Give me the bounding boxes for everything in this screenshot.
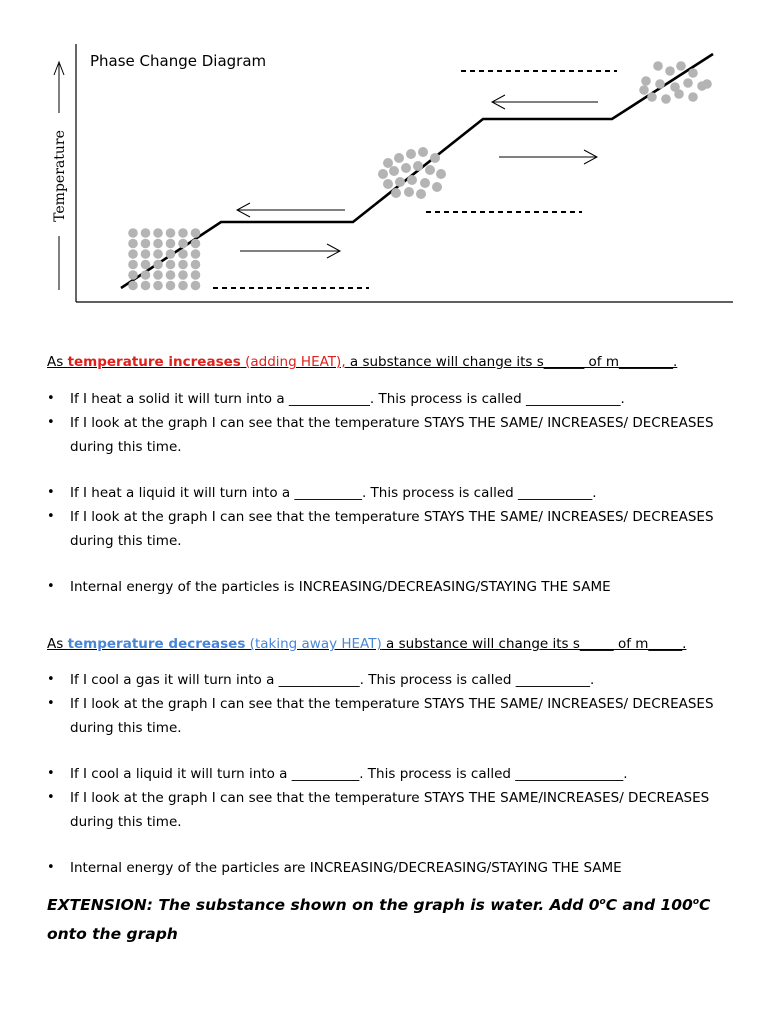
particle <box>639 85 649 95</box>
particle <box>674 89 684 99</box>
particle <box>436 169 446 179</box>
particle <box>416 189 426 199</box>
particle <box>178 270 188 280</box>
particle <box>141 249 151 259</box>
particle <box>166 249 176 259</box>
list-item: • If I look at the graph I can see that the temperature STAYS THE SAME/INCREASES/ DECREASES during this time. <box>47 786 737 834</box>
particle <box>378 169 388 179</box>
particle <box>420 178 430 188</box>
particle <box>688 92 698 102</box>
arrow-right-upper <box>499 150 597 164</box>
particle <box>665 66 675 76</box>
particle <box>395 177 405 187</box>
cooling-heading: As temperature decreases (taking away HEAT) a substance will change its s_____ of m_____. <box>47 636 687 652</box>
particle <box>141 260 151 270</box>
particle <box>128 260 138 270</box>
heating-questions <box>47 387 737 599</box>
particle <box>191 228 201 238</box>
particle <box>641 76 651 86</box>
particle <box>128 228 138 238</box>
particle <box>128 270 138 280</box>
y-axis-label: Temperature <box>52 130 68 222</box>
list-item: • If I cool a liquid it will turn into a __________. This process is called ________________. <box>47 762 737 786</box>
particle <box>406 149 416 159</box>
particle <box>166 239 176 249</box>
particle <box>178 249 188 259</box>
arrow-left-lower <box>237 203 345 217</box>
particle <box>166 260 176 270</box>
list-item: • Internal energy of the particles is INCREASING/DECREASING/STAYING THE SAME <box>47 575 737 599</box>
particle <box>178 239 188 249</box>
extension-task: EXTENSION: The substance shown on the graph is water. Add 0$^o$C and 100$^o$C onto the graph <box>47 896 711 944</box>
cooling-questions <box>47 668 737 880</box>
particle <box>191 239 201 249</box>
list-item: • If I heat a liquid it will turn into a __________. This process is called ___________. <box>47 481 737 505</box>
list-item: • If I cool a gas it will turn into a ____________. This process is called ___________. <box>47 668 737 692</box>
particle <box>166 281 176 291</box>
particle <box>166 228 176 238</box>
particle <box>676 61 686 71</box>
particle <box>191 260 201 270</box>
particle <box>153 260 163 270</box>
gas-particles-illustration <box>639 61 712 104</box>
particle <box>178 228 188 238</box>
particle <box>191 249 201 259</box>
particle <box>153 228 163 238</box>
particle <box>401 163 411 173</box>
list-item: • If I look at the graph I can see that the temperature STAYS THE SAME/ INCREASES/ DECREASES during this time. <box>47 411 737 459</box>
phase-change-diagram <box>0 0 768 320</box>
diagram-title: Phase Change Diagram <box>90 52 267 70</box>
list-item: • If I look at the graph I can see that the temperature STAYS THE SAME/ INCREASES/ DECREASES during this time. <box>47 505 737 553</box>
particle <box>153 239 163 249</box>
particle <box>653 61 663 71</box>
particle <box>178 260 188 270</box>
heating-curve <box>121 54 713 288</box>
particle <box>661 94 671 104</box>
particle <box>141 281 151 291</box>
particle <box>383 179 393 189</box>
particle <box>425 165 435 175</box>
particle <box>688 68 698 78</box>
particle <box>141 270 151 280</box>
particle <box>383 158 393 168</box>
particle <box>153 270 163 280</box>
particle <box>128 249 138 259</box>
particle <box>647 92 657 102</box>
particle <box>418 147 428 157</box>
particle <box>178 281 188 291</box>
particle <box>389 166 399 176</box>
particle <box>153 281 163 291</box>
list-item: • Internal energy of the particles are INCREASING/DECREASING/STAYING THE SAME <box>47 856 737 880</box>
arrow-left-upper <box>492 95 598 109</box>
particle <box>391 188 401 198</box>
particle <box>683 78 693 88</box>
particle <box>407 175 417 185</box>
heating-heading: As temperature increases (adding HEAT), a substance will change its s______ of m________. <box>47 354 678 370</box>
particle <box>702 79 712 89</box>
particle <box>128 239 138 249</box>
particle <box>413 161 423 171</box>
list-item: • If I look at the graph I can see that the temperature STAYS THE SAME/ INCREASES/ DECREASES during this time. <box>47 692 737 740</box>
particle <box>166 270 176 280</box>
particle <box>128 281 138 291</box>
particle <box>432 182 442 192</box>
particle <box>404 187 414 197</box>
arrow-right-lower <box>240 244 340 258</box>
list-item: • If I heat a solid it will turn into a ____________. This process is called ______________. <box>47 387 737 411</box>
particle <box>141 228 151 238</box>
liquid-particles-illustration <box>378 147 446 199</box>
particle <box>430 153 440 163</box>
particle <box>655 79 665 89</box>
particle <box>191 281 201 291</box>
particle <box>153 249 163 259</box>
particle <box>394 153 404 163</box>
particle <box>141 239 151 249</box>
particle <box>191 270 201 280</box>
